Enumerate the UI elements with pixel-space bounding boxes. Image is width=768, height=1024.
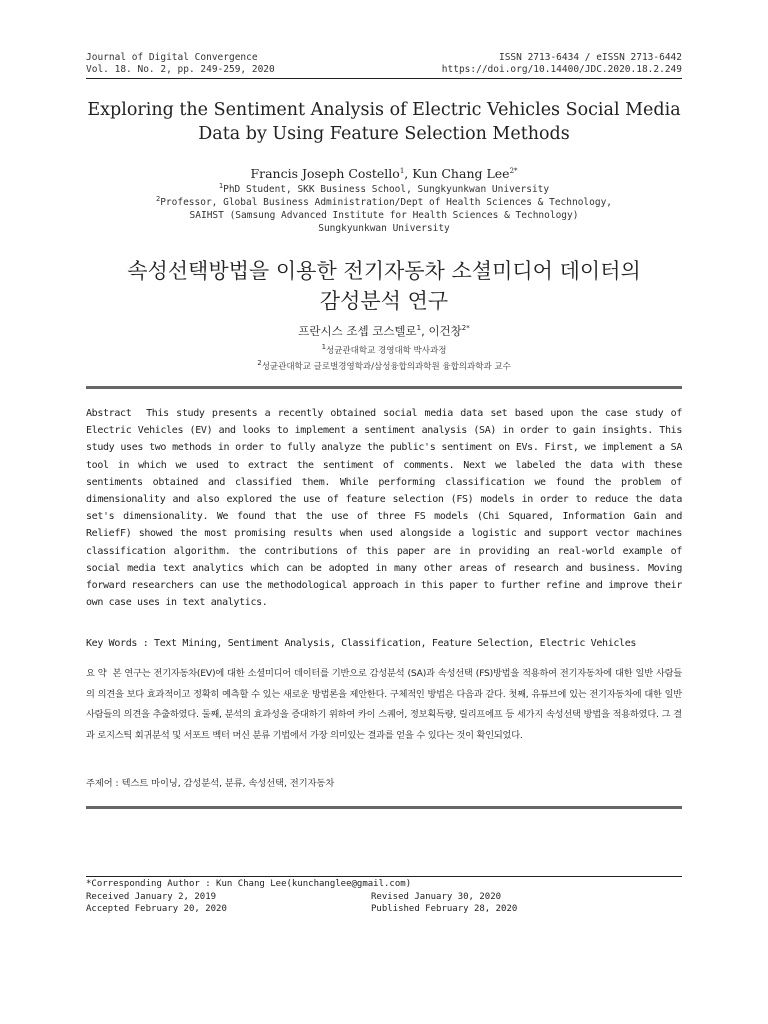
abstract-text: This study presents a recently obtained social media data set based upon the case study of Electric Vehicles (EV) and looks to implement a sentiment analysis (SA) in order to gain insights. This study uses two methods in order to fully analyze the public's sentiment on EVs. First, we implement a SA tool in which we used to extract the sentiment of comments. Next we labeled the data with these sentiments obtained and classified them. While performing classification we found the problem of dimensionality and also explored the use of feature selection (FS) models in order to reduce the data set's dimensionality. We found that the use of three FS models (Chi Squared, Information Gain and ReliefF) showed the most promising results when used alongside a logistic and support vector machines classification algorithm. the contributions of this paper are in providing an real-world example of social media text analytics which can be adopted in many other areas of research and business. Moving forward researchers can use the methodological approach in this paper to further refine and improve their own case uses in text analytics.	[86, 408, 682, 609]
abstract-bottom-rule	[86, 806, 682, 809]
title-ko-line-2: 감성분석 연구	[319, 289, 449, 313]
affiliation-ko-1: $^1$성균관대학교 경영대학 박사과정	[321, 343, 447, 356]
published-date: Published February 28, 2020	[371, 904, 518, 914]
affiliation-2: $^2$Professor, Global Business Administration/Dept of Health Sciences & Technology,	[155, 194, 613, 208]
running-header-right	[442, 52, 682, 76]
article-footer	[86, 878, 682, 916]
abstract-en	[86, 405, 682, 611]
header-rule	[86, 78, 682, 79]
doi-link[interactable]: https://doi.org/10.14400/JDC.2020.18.2.249	[441, 64, 682, 75]
keywords-text: Text Mining, Sentiment Analysis, Classification, Feature Selection, Electric Vehicles	[154, 638, 637, 649]
keywords-label: Key Words :	[86, 638, 155, 649]
abstract-ko-label: 요 약	[86, 668, 107, 679]
abstract-label: Abstract	[86, 408, 132, 419]
accepted-date: Accepted February 20, 2020	[86, 904, 227, 914]
dates-row-1	[86, 891, 682, 904]
author-2: Kun Chang Lee	[412, 166, 510, 181]
affiliation-2-mark: 2	[155, 194, 161, 203]
authors-ko	[60, 323, 708, 339]
running-header-left	[86, 52, 275, 76]
author-2-ko: 이건창	[428, 324, 462, 338]
author-2-ko-mark: 2*	[461, 324, 470, 333]
volume-info: Vol. 18. No. 2, pp. 249-259, 2020	[86, 64, 275, 75]
issn: ISSN 2713-6434 / eISSN 2713-6442	[498, 52, 682, 63]
author-separator: ,	[404, 166, 413, 181]
title-en-line-2: Data by Using Feature Selection Methods	[198, 124, 570, 144]
keywords-ko	[86, 775, 682, 789]
dates-row-2	[86, 903, 682, 916]
abstract-ko	[86, 664, 682, 746]
affiliation-4: Sungkyunkwan University	[318, 223, 450, 234]
corresponding-author: *Corresponding Author : Kun Chang Lee(kunchanglee@gmail.com)	[86, 879, 412, 889]
affiliation-1: $^1$PhD Student, SKK Business School, Sungkyunkwan University	[218, 181, 550, 195]
author-1-mark: 1	[399, 166, 405, 175]
author-2-mark: 2*	[509, 166, 518, 175]
footer-rule	[86, 876, 682, 877]
affiliation-ko-1-mark: 1	[321, 343, 327, 352]
abstract-top-rule	[86, 386, 682, 389]
affiliation-ko-2-mark: 2	[257, 359, 262, 368]
author-separator-ko: ,	[421, 324, 429, 338]
authors-en	[60, 166, 708, 181]
affiliations-ko	[60, 343, 708, 375]
keywords-ko-text: 텍스트 마이닝, 감성분석, 분류, 속성선택, 전기자동차	[121, 778, 335, 789]
keywords-ko-label: 주제어 :	[86, 778, 122, 789]
revised-date: Revised January 30, 2020	[371, 891, 502, 902]
abstract-ko-text: 본 연구는 전기자동차(EV)에 대한 소셜미디어 데이터를 기반으로 감성분석 (SA)과 속성선택 (FS)방법을 적용하여 전기자동차에 대한 일반 사람들의 의견을 보다 효과적이고 정확히 예측할 수 있는 새로운 방법론을 제안한다. 구체적인 방법은 다음과 같다. 첫째, 유튜브에 있는 전기자동차에 대한 일반 사람들의 의견을 추출하였다. 둘째, 분석의 효과성을 증대하기 위하여 카이 스퀘어, 정보획득량, 릴리프에프 등 세가지 속성선택 방법을 적용하였다. 그 결과 로지스틱 회귀분석 및 서포트 벡터 머신 분류 기법에서 가장 의미있는 결과를 얻을 수 있다는 것이 확인되었다.	[86, 668, 682, 741]
affiliations-en	[60, 183, 708, 235]
affiliation-ko-2: $^2$성균관대학교 글로벌경영학과/삼성융합의과학원 융합의과학과 교수	[257, 359, 511, 372]
paper-title-ko	[60, 256, 708, 316]
received-date: Received January 2, 2019	[86, 891, 217, 902]
affiliation-1-mark: 1	[218, 181, 224, 190]
title-ko-line-1: 속성선택방법을 이용한 전기자동차 소셜미디어 데이터의	[127, 259, 641, 283]
keywords-en	[86, 638, 682, 649]
paper-title-en	[60, 98, 708, 146]
title-en-line-1: Exploring the Sentiment Analysis of Electric Vehicles Social Media	[87, 100, 681, 120]
author-1: Francis Joseph Costello	[250, 166, 400, 181]
affiliation-3: SAIHST (Samsung Advanced Institute for Health Sciences & Technology)	[189, 210, 579, 221]
author-1-ko-mark: 1	[416, 324, 422, 333]
journal-name: Journal of Digital Convergence	[86, 52, 258, 63]
author-1-ko: 프란시스 조셉 코스텔로	[298, 324, 417, 338]
